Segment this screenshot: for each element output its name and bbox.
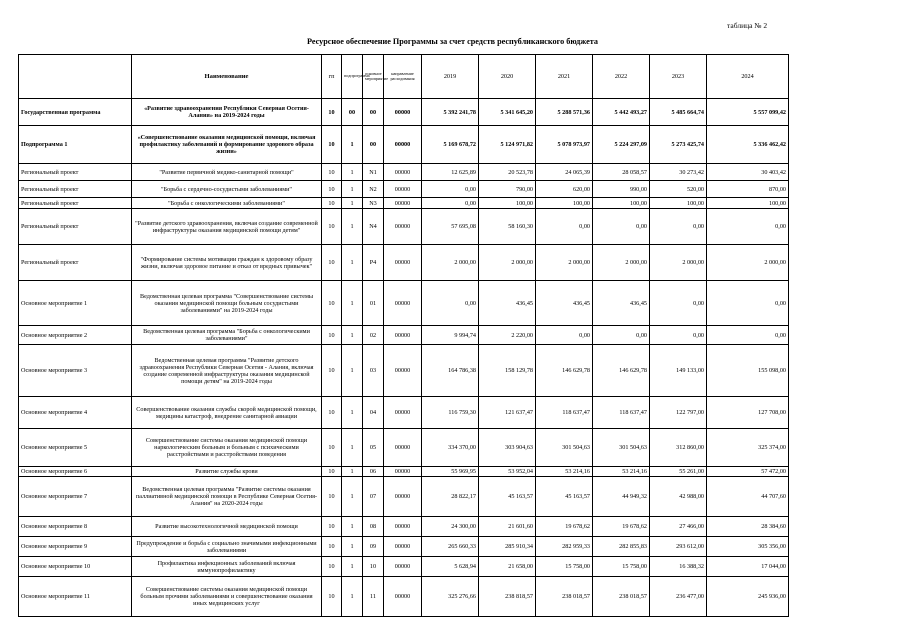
row-value-2024: 57 472,00	[707, 467, 789, 477]
row-value-2022: 44 949,32	[593, 477, 650, 517]
row-value-2019: 24 300,00	[422, 517, 479, 537]
row-value-2021: 100,00	[536, 198, 593, 209]
header-year-2021: 2021	[536, 55, 593, 99]
row-value-2022: 282 855,83	[593, 537, 650, 557]
row-direction-code: 00000	[384, 467, 422, 477]
row-subprogram-code: 1	[342, 577, 363, 617]
row-value-2019: 12 625,89	[422, 164, 479, 181]
row-name: Основное мероприятие 10	[19, 557, 132, 577]
table-row	[19, 245, 789, 281]
row-value-2021: 45 163,57	[536, 477, 593, 517]
row-value-2023: 0,00	[650, 326, 707, 345]
row-subprogram-code: 1	[342, 245, 363, 281]
row-description: Профилактика инфекционных заболеваний включая иммунопрофилактику	[132, 557, 322, 577]
table-row	[19, 326, 789, 345]
row-description: Совершенствование оказания службы скорой медицинской помощи, медицины катастроф, внедрение санитарной авиации	[132, 397, 322, 429]
row-value-2022: 301 504,63	[593, 429, 650, 467]
row-activity-code: N2	[363, 181, 384, 198]
row-value-2023: 100,00	[650, 198, 707, 209]
row-value-2021: 2 000,00	[536, 245, 593, 281]
row-value-2021: 620,00	[536, 181, 593, 198]
row-gp-code: 10	[322, 429, 342, 467]
row-value-2021: 5 078 973,97	[536, 126, 593, 164]
row-value-2023: 2 000,00	[650, 245, 707, 281]
row-value-2020: 158 129,78	[479, 345, 536, 397]
header-year-2019: 2019	[422, 55, 479, 99]
row-value-2022: 53 214,16	[593, 467, 650, 477]
row-name: Основное мероприятие 6	[19, 467, 132, 477]
row-value-2021: 15 758,00	[536, 557, 593, 577]
row-direction-code: 00000	[384, 245, 422, 281]
row-value-2024: 0,00	[707, 326, 789, 345]
row-value-2023: 16 388,32	[650, 557, 707, 577]
header-year-2024: 2024	[707, 55, 789, 99]
row-value-2022: 2 000,00	[593, 245, 650, 281]
row-name: Основное мероприятие 9	[19, 537, 132, 557]
row-value-2024: 30 403,42	[707, 164, 789, 181]
row-subprogram-code: 1	[342, 467, 363, 477]
row-description: Предупреждение и борьба с социально значимыми инфекционными заболеваниями	[132, 537, 322, 557]
row-value-2022: 5 224 297,09	[593, 126, 650, 164]
row-value-2022: 238 018,57	[593, 577, 650, 617]
row-gp-code: 10	[322, 181, 342, 198]
row-value-2019: 0,00	[422, 198, 479, 209]
row-value-2024: 100,00	[707, 198, 789, 209]
row-gp-code: 10	[322, 164, 342, 181]
row-activity-code: N4	[363, 209, 384, 245]
row-activity-code: P4	[363, 245, 384, 281]
row-gp-code: 10	[322, 577, 342, 617]
row-value-2024: 2 000,00	[707, 245, 789, 281]
row-value-2021: 5 288 571,36	[536, 99, 593, 126]
row-value-2020: 58 160,30	[479, 209, 536, 245]
row-name: Региональный проект	[19, 245, 132, 281]
row-name: Региональный проект	[19, 164, 132, 181]
row-gp-code: 10	[322, 209, 342, 245]
row-value-2022: 19 678,62	[593, 517, 650, 537]
row-value-2024: 155 098,00	[707, 345, 789, 397]
row-direction-code: 00000	[384, 326, 422, 345]
row-activity-code: 05	[363, 429, 384, 467]
header-activity: основное мероприятие	[363, 55, 384, 99]
row-subprogram-code: 1	[342, 281, 363, 326]
row-value-2019: 5 392 241,78	[422, 99, 479, 126]
row-subprogram-code: 1	[342, 345, 363, 397]
header-direction: направление расходования	[384, 55, 422, 99]
resource-table	[18, 54, 789, 617]
row-direction-code: 00000	[384, 577, 422, 617]
row-value-2022: 0,00	[593, 326, 650, 345]
table-row	[19, 397, 789, 429]
table-row	[19, 557, 789, 577]
row-value-2019: 5 628,94	[422, 557, 479, 577]
row-value-2023: 5 273 425,74	[650, 126, 707, 164]
row-value-2023: 236 477,00	[650, 577, 707, 617]
row-value-2019: 9 994,74	[422, 326, 479, 345]
row-activity-code: 08	[363, 517, 384, 537]
table-row	[19, 345, 789, 397]
row-value-2024: 17 044,00	[707, 557, 789, 577]
row-name: Основное мероприятие 1	[19, 281, 132, 326]
row-subprogram-code: 1	[342, 517, 363, 537]
row-description: Ведомственная целевая программа "Борьба с онкологическими заболеваниями"	[132, 326, 322, 345]
row-value-2024: 5 336 462,42	[707, 126, 789, 164]
row-description: "Борьба с сердечно-сосудистыми заболеваниями"	[132, 181, 322, 198]
row-value-2022: 118 637,47	[593, 397, 650, 429]
row-value-2019: 325 276,66	[422, 577, 479, 617]
row-direction-code: 00000	[384, 537, 422, 557]
row-direction-code: 00000	[384, 517, 422, 537]
row-value-2022: 28 058,57	[593, 164, 650, 181]
row-name: Основное мероприятие 11	[19, 577, 132, 617]
row-activity-code: 11	[363, 577, 384, 617]
row-value-2021: 53 214,16	[536, 467, 593, 477]
row-value-2024: 127 708,00	[707, 397, 789, 429]
row-value-2020: 21 658,00	[479, 557, 536, 577]
row-direction-code: 00000	[384, 397, 422, 429]
row-value-2020: 303 904,63	[479, 429, 536, 467]
row-name: Подпрограмма 1	[19, 126, 132, 164]
row-activity-code: 02	[363, 326, 384, 345]
row-name: Основное мероприятие 4	[19, 397, 132, 429]
row-description: Развитие службы крови	[132, 467, 322, 477]
row-subprogram-code: 1	[342, 181, 363, 198]
row-gp-code: 10	[322, 345, 342, 397]
row-value-2023: 0,00	[650, 209, 707, 245]
row-value-2024: 0,00	[707, 281, 789, 326]
header-year-2020: 2020	[479, 55, 536, 99]
row-activity-code: 06	[363, 467, 384, 477]
row-description: Ведомственная целевая программа "Развитие детского здравоохранения Республики Северная Осетия - Алания, включая создание современной инфраструктуры оказания медицинской помощи детям" на 2019-2024 годы	[132, 345, 322, 397]
row-activity-code: N3	[363, 198, 384, 209]
row-value-2021: 146 629,78	[536, 345, 593, 397]
row-value-2020: 20 523,78	[479, 164, 536, 181]
table-row	[19, 181, 789, 198]
row-value-2019: 57 695,08	[422, 209, 479, 245]
row-activity-code: 07	[363, 477, 384, 517]
row-subprogram-code: 1	[342, 477, 363, 517]
row-name: Государственная программа	[19, 99, 132, 126]
row-direction-code: 00000	[384, 126, 422, 164]
row-activity-code: 03	[363, 345, 384, 397]
row-value-2023: 0,00	[650, 281, 707, 326]
row-gp-code: 10	[322, 557, 342, 577]
row-gp-code: 10	[322, 477, 342, 517]
row-activity-code: 00	[363, 99, 384, 126]
row-activity-code: 00	[363, 126, 384, 164]
row-value-2021: 436,45	[536, 281, 593, 326]
row-value-2020: 21 601,60	[479, 517, 536, 537]
row-name: Основное мероприятие 8	[19, 517, 132, 537]
row-activity-code: 01	[363, 281, 384, 326]
document-title: Ресурсное обеспечение Программы за счет средств республиканского бюджета	[307, 37, 598, 46]
table-row	[19, 99, 789, 126]
header-blank	[19, 55, 132, 99]
row-description: "Формирование системы мотивации граждан к здоровому образу жизни, включая здоровое питание и отказ от вредных привычек"	[132, 245, 322, 281]
row-value-2023: 42 988,00	[650, 477, 707, 517]
row-value-2019: 55 969,95	[422, 467, 479, 477]
row-subprogram-code: 1	[342, 209, 363, 245]
header-gp: гп	[322, 55, 342, 99]
row-direction-code: 00000	[384, 477, 422, 517]
row-value-2022: 990,00	[593, 181, 650, 198]
row-name: Региональный проект	[19, 209, 132, 245]
row-value-2024: 305 356,00	[707, 537, 789, 557]
row-gp-code: 10	[322, 517, 342, 537]
table-row	[19, 577, 789, 617]
row-value-2021: 19 678,62	[536, 517, 593, 537]
row-value-2021: 301 504,63	[536, 429, 593, 467]
row-description: Ведомственная целевая программа "Совершенствование системы оказания медицинской помощи больным сосудистыми заболеваниями" на 2019-2024 годы	[132, 281, 322, 326]
row-value-2020: 2 000,00	[479, 245, 536, 281]
row-direction-code: 00000	[384, 429, 422, 467]
row-activity-code: 09	[363, 537, 384, 557]
row-value-2024: 245 936,00	[707, 577, 789, 617]
row-value-2023: 122 797,00	[650, 397, 707, 429]
row-gp-code: 10	[322, 326, 342, 345]
row-description: Ведомственная целевая программа "Развитие системы оказания паллиативной медицинской помощи в Республике Северная Осетия-Алания" на 2020-2024 годы	[132, 477, 322, 517]
row-value-2022: 146 629,78	[593, 345, 650, 397]
row-description: «Развитие здравоохранения Республики Северная Осетия-Алания» на 2019-2024 годы	[132, 99, 322, 126]
row-gp-code: 10	[322, 198, 342, 209]
row-description: "Борьба с онкологическими заболеваниями"	[132, 198, 322, 209]
row-name: Региональный проект	[19, 198, 132, 209]
row-subprogram-code: 1	[342, 557, 363, 577]
row-description: Совершенствование системы оказания медицинской помощи наркологическим больным и больным с психическими расстройствами и расстройствами поведения	[132, 429, 322, 467]
row-gp-code: 10	[322, 245, 342, 281]
table-row	[19, 537, 789, 557]
row-gp-code: 10	[322, 537, 342, 557]
row-value-2021: 118 637,47	[536, 397, 593, 429]
row-value-2019: 0,00	[422, 181, 479, 198]
row-direction-code: 00000	[384, 164, 422, 181]
table-row	[19, 198, 789, 209]
row-subprogram-code: 1	[342, 164, 363, 181]
row-name: Основное мероприятие 5	[19, 429, 132, 467]
row-value-2024: 28 384,60	[707, 517, 789, 537]
row-direction-code: 00000	[384, 281, 422, 326]
row-description: "Развитие первичной медико-санитарной помощи"	[132, 164, 322, 181]
row-value-2021: 0,00	[536, 209, 593, 245]
row-value-2023: 5 485 664,74	[650, 99, 707, 126]
row-value-2022: 436,45	[593, 281, 650, 326]
row-value-2023: 312 860,00	[650, 429, 707, 467]
row-name: Основное мероприятие 7	[19, 477, 132, 517]
row-direction-code: 00000	[384, 557, 422, 577]
row-gp-code: 10	[322, 397, 342, 429]
row-value-2022: 100,00	[593, 198, 650, 209]
row-value-2021: 238 018,57	[536, 577, 593, 617]
row-value-2023: 293 612,00	[650, 537, 707, 557]
row-value-2024: 0,00	[707, 209, 789, 245]
row-direction-code: 00000	[384, 198, 422, 209]
row-value-2020: 436,45	[479, 281, 536, 326]
row-gp-code: 10	[322, 99, 342, 126]
row-description: "Развитие детского здравоохранения, включая создание современной инфраструктуры оказания медицинской помощи детям"	[132, 209, 322, 245]
row-value-2024: 5 557 099,42	[707, 99, 789, 126]
row-subprogram-code: 00	[342, 99, 363, 126]
row-description: Совершенствование системы оказания медицинской помощи больным прочими заболеваниями и совершенствование оказания иных медицинских услуг	[132, 577, 322, 617]
row-subprogram-code: 1	[342, 429, 363, 467]
header-name: Наименование	[132, 55, 322, 99]
row-activity-code: 04	[363, 397, 384, 429]
row-value-2019: 5 169 678,72	[422, 126, 479, 164]
row-value-2020: 238 818,57	[479, 577, 536, 617]
header-year-2023: 2023	[650, 55, 707, 99]
table-row	[19, 209, 789, 245]
row-name: Основное мероприятие 2	[19, 326, 132, 345]
row-value-2019: 334 370,00	[422, 429, 479, 467]
table-row	[19, 467, 789, 477]
row-value-2023: 27 466,00	[650, 517, 707, 537]
row-value-2022: 0,00	[593, 209, 650, 245]
table-number: таблица № 2	[727, 21, 768, 30]
row-value-2019: 265 660,33	[422, 537, 479, 557]
table-row	[19, 517, 789, 537]
table-row	[19, 126, 789, 164]
row-value-2020: 45 163,57	[479, 477, 536, 517]
row-value-2021: 0,00	[536, 326, 593, 345]
row-gp-code: 10	[322, 467, 342, 477]
row-value-2020: 100,00	[479, 198, 536, 209]
row-value-2020: 5 124 971,82	[479, 126, 536, 164]
table-row	[19, 281, 789, 326]
row-value-2019: 0,00	[422, 281, 479, 326]
row-value-2024: 44 707,60	[707, 477, 789, 517]
row-value-2022: 5 442 493,27	[593, 99, 650, 126]
row-value-2020: 790,00	[479, 181, 536, 198]
row-value-2020: 121 637,47	[479, 397, 536, 429]
row-description: Развитие высокотехнологичной медицинской помощи	[132, 517, 322, 537]
header-year-2022: 2022	[593, 55, 650, 99]
row-subprogram-code: 1	[342, 126, 363, 164]
row-subprogram-code: 1	[342, 326, 363, 345]
header-subprogram: подпрограмма	[342, 55, 363, 99]
table-row	[19, 477, 789, 517]
row-name: Основное мероприятие 3	[19, 345, 132, 397]
header-row	[19, 55, 789, 99]
row-value-2024: 325 374,00	[707, 429, 789, 467]
row-value-2020: 2 220,00	[479, 326, 536, 345]
row-value-2023: 520,00	[650, 181, 707, 198]
row-gp-code: 10	[322, 126, 342, 164]
row-value-2019: 164 786,38	[422, 345, 479, 397]
table-row	[19, 164, 789, 181]
row-value-2019: 28 822,17	[422, 477, 479, 517]
row-subprogram-code: 1	[342, 198, 363, 209]
row-subprogram-code: 1	[342, 397, 363, 429]
row-direction-code: 00000	[384, 345, 422, 397]
row-activity-code: N1	[363, 164, 384, 181]
row-direction-code: 00000	[384, 209, 422, 245]
row-subprogram-code: 1	[342, 537, 363, 557]
row-name: Региональный проект	[19, 181, 132, 198]
row-value-2019: 2 000,00	[422, 245, 479, 281]
row-value-2021: 282 959,33	[536, 537, 593, 557]
row-value-2022: 15 758,00	[593, 557, 650, 577]
row-gp-code: 10	[322, 281, 342, 326]
row-direction-code: 00000	[384, 99, 422, 126]
row-value-2019: 116 759,30	[422, 397, 479, 429]
row-description: «Совершенствование оказания медицинской помощи, включая профилактику заболеваний и формирование здорового образа жизни»	[132, 126, 322, 164]
table-row	[19, 429, 789, 467]
row-activity-code: 10	[363, 557, 384, 577]
row-value-2024: 870,00	[707, 181, 789, 198]
row-value-2020: 5 341 645,20	[479, 99, 536, 126]
row-value-2020: 285 910,34	[479, 537, 536, 557]
row-value-2023: 149 133,00	[650, 345, 707, 397]
row-value-2023: 30 273,42	[650, 164, 707, 181]
row-value-2023: 55 261,00	[650, 467, 707, 477]
row-direction-code: 00000	[384, 181, 422, 198]
row-value-2021: 24 065,39	[536, 164, 593, 181]
row-value-2020: 53 952,04	[479, 467, 536, 477]
